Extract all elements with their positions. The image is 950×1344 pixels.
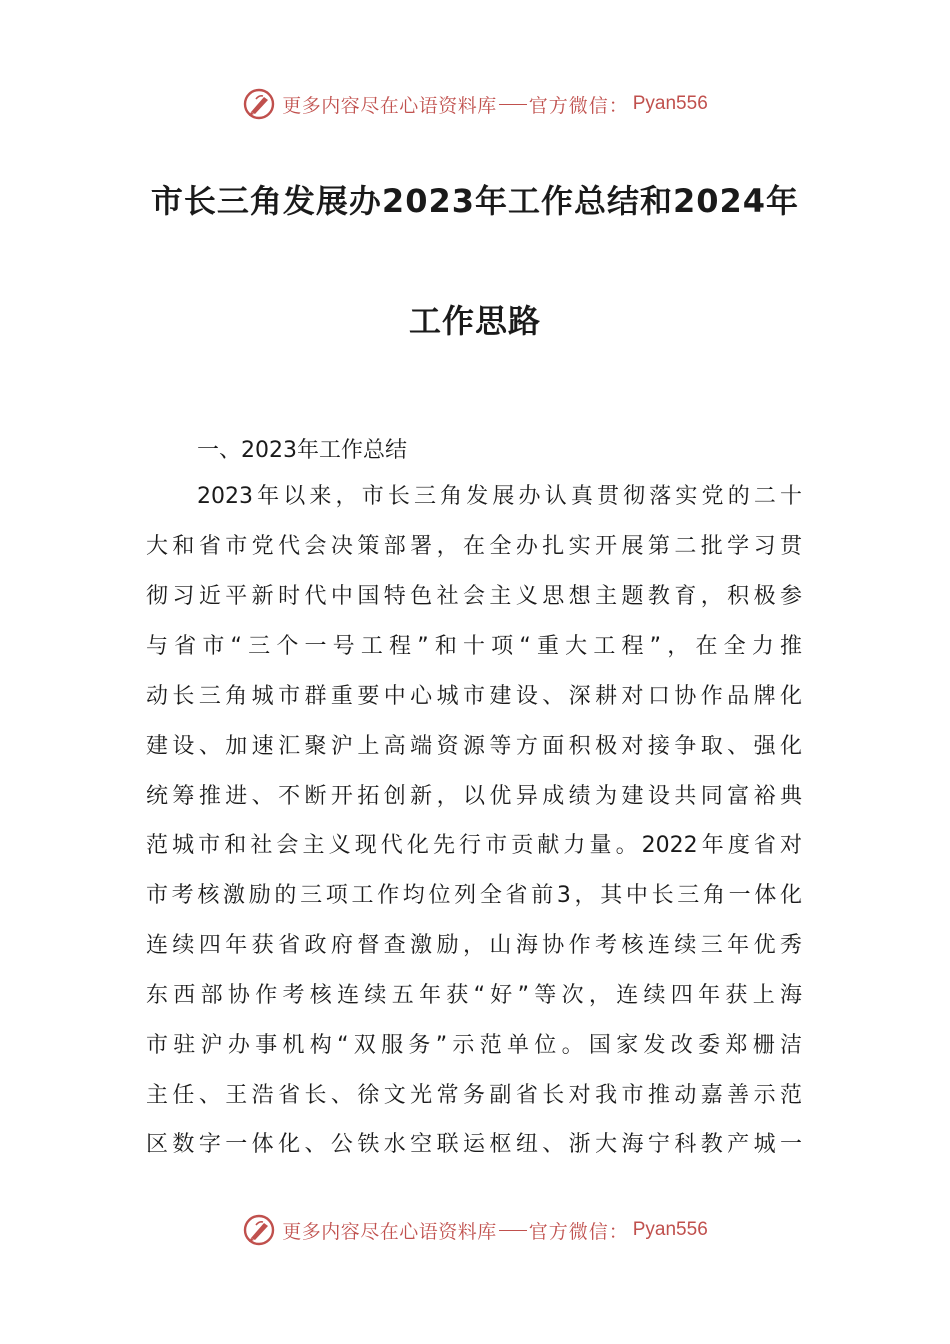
- footer-banner: [0, 1210, 950, 1250]
- paragraph-line: 市驻沪办事机构“双服务”示范单位。国家发改委郑栅洁: [146, 1033, 802, 1058]
- paragraph-line: 彻习近平新时代中国特色社会主义思想主题教育，积极参: [146, 584, 802, 609]
- paragraph-line: 东西部协作考核连续五年获“好”等次，连续四年获上海: [146, 983, 802, 1008]
- paragraph-line: 连续四年获省政府督查激励，山海协作考核连续三年优秀: [146, 933, 802, 958]
- paragraph-line: 范城市和社会主义现代化先行市贡献力量。2022年度省对: [146, 833, 802, 858]
- paragraph-line: 市考核激励的三项工作均位列全省前3，其中长三角一体化: [146, 883, 802, 908]
- banner-site-text: 更多内容尽在心语资料库: [282, 94, 497, 117]
- document-title-line1: 市长三角发展办2023年工作总结和2024年: [150, 182, 800, 220]
- banner-divider: [499, 104, 527, 105]
- paragraph-line: 统筹推进、不断开拓创新，以优异成绩为建设共同富裕典: [146, 784, 802, 809]
- paragraph-line: 主任、王浩省长、徐文光常务副省长对我市推动嘉善示范: [146, 1083, 802, 1108]
- paragraph-line: 2023年以来，市长三角发展办认真贯彻落实党的二十: [197, 484, 802, 509]
- banner-wechat-label: 官方微信：: [528, 94, 629, 117]
- paragraph-line: 大和省市党代会决策部署，在全办扎实开展第二批学习贯: [146, 534, 802, 559]
- banner-site-text: 更多内容尽在心语资料库: [282, 1220, 497, 1243]
- header-banner: [0, 84, 950, 124]
- banner-account: Pyan556: [632, 93, 708, 114]
- paragraph-line: 建设、加速汇聚沪上高端资源等方面积极对接争取、强化: [146, 734, 802, 759]
- section-heading: 一、2023年工作总结: [197, 438, 407, 463]
- pen-logo-icon: [242, 1213, 276, 1247]
- document-title-line2: 工作思路: [408, 302, 541, 340]
- banner-account: Pyan556: [632, 1219, 708, 1240]
- paragraph-line: 与省市“三个一号工程”和十项“重大工程”，在全力推: [146, 634, 802, 659]
- banner-wechat-label: 官方微信：: [528, 1220, 629, 1243]
- banner-divider: [499, 1230, 527, 1231]
- pen-logo-icon: [242, 87, 276, 121]
- paragraph-line: 区数字一体化、公铁水空联运枢纽、浙大海宁科教产城一: [146, 1132, 802, 1157]
- paragraph-line: 动长三角城市群重要中心城市建设、深耕对口协作品牌化: [146, 684, 802, 709]
